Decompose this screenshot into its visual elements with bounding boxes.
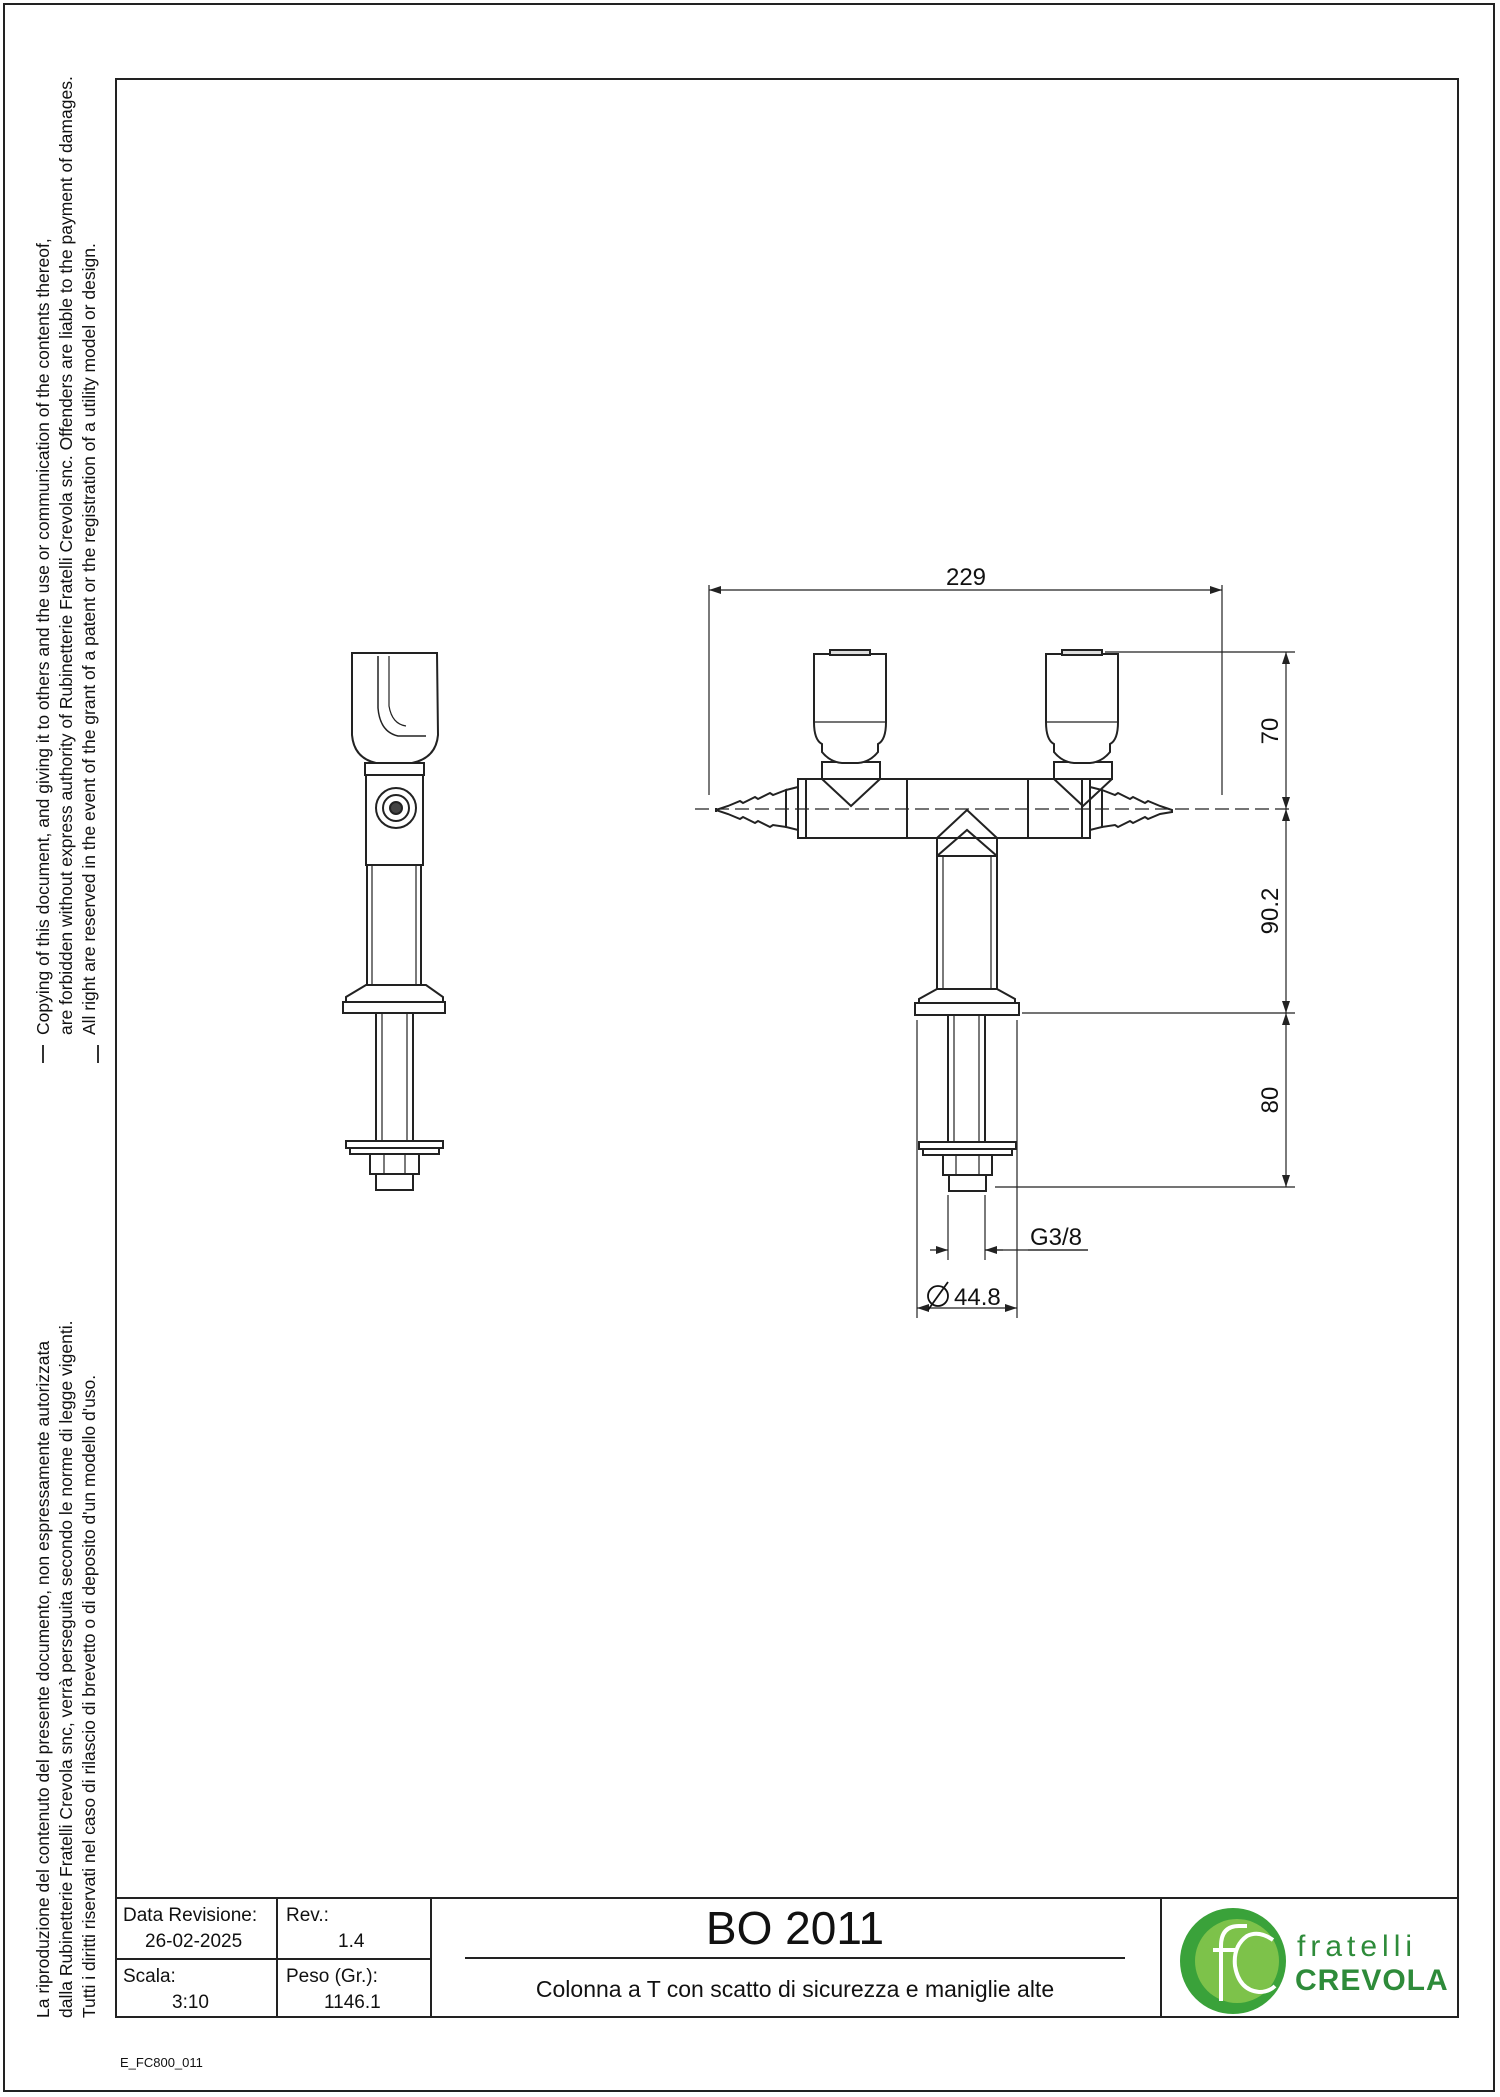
- dim-diameter: 44.8: [954, 1284, 1001, 1311]
- copyright-it-line-2: dalla Rubinetterie Fratelli Crevola snc, verrà perseguita secondo le norme di legge vigenti.: [56, 1320, 76, 2018]
- revision-date-label: Data Revisione:: [123, 1905, 258, 1926]
- revision-date: 26-02-2025: [145, 1931, 243, 1952]
- rev-label: Rev.:: [286, 1905, 329, 1926]
- weight-value: 1146.1: [324, 1992, 381, 2013]
- company-logo: [1177, 1906, 1447, 2016]
- copyright-it-line-1: La riproduzione del contenuto del presente documento, non espressamente autorizzata: [33, 1340, 53, 2018]
- logo-line1: fratelli: [1297, 1930, 1418, 1963]
- title-block: [117, 1897, 1457, 2017]
- dim-height-top: 70: [1257, 717, 1284, 745]
- document-code: E_FC800_011: [120, 2055, 203, 2070]
- side-view: [343, 653, 445, 1190]
- scale-value: 3:10: [172, 1992, 209, 2013]
- dim-height-low: 80: [1257, 1086, 1284, 1114]
- product-description: Colonna a T con scatto di sicurezza e maniglie alte: [535, 1976, 1055, 2002]
- weight-label: Peso (Gr.):: [286, 1966, 378, 1987]
- copyright-en-line-1: Copying of this document, and giving it to others and the use or communication of the contents thereof,: [33, 238, 53, 1035]
- rev-value: 1.4: [338, 1931, 365, 1952]
- dim-width: 229: [945, 564, 987, 591]
- dim-height-mid: 90.2: [1257, 887, 1284, 935]
- copyright-it-line-3: Tutti i diritti riservati nel caso di rilascio di brevetto o di deposito d'un modello d'uso.: [79, 1374, 99, 2018]
- copyright-en-line-3: All right are reserved in the event of the grant of a patent or the registration of a utility model or design.: [79, 243, 99, 1035]
- front-view: [716, 650, 1172, 1191]
- product-code: BO 2011: [705, 1902, 885, 1954]
- fc-monogram-icon: [1177, 1906, 1447, 2016]
- dim-thread: G3/8: [1030, 1224, 1083, 1251]
- copyright-en-line-2: are forbidden without express authority of Rubinetterie Fratelli Crevola snc. Offenders are liable to the payment of damages.: [56, 76, 76, 1035]
- logo-line2: CREVOLA: [1295, 1964, 1447, 1997]
- diameter-symbol-icon: [928, 1282, 948, 1310]
- scale-label: Scala:: [123, 1966, 176, 1987]
